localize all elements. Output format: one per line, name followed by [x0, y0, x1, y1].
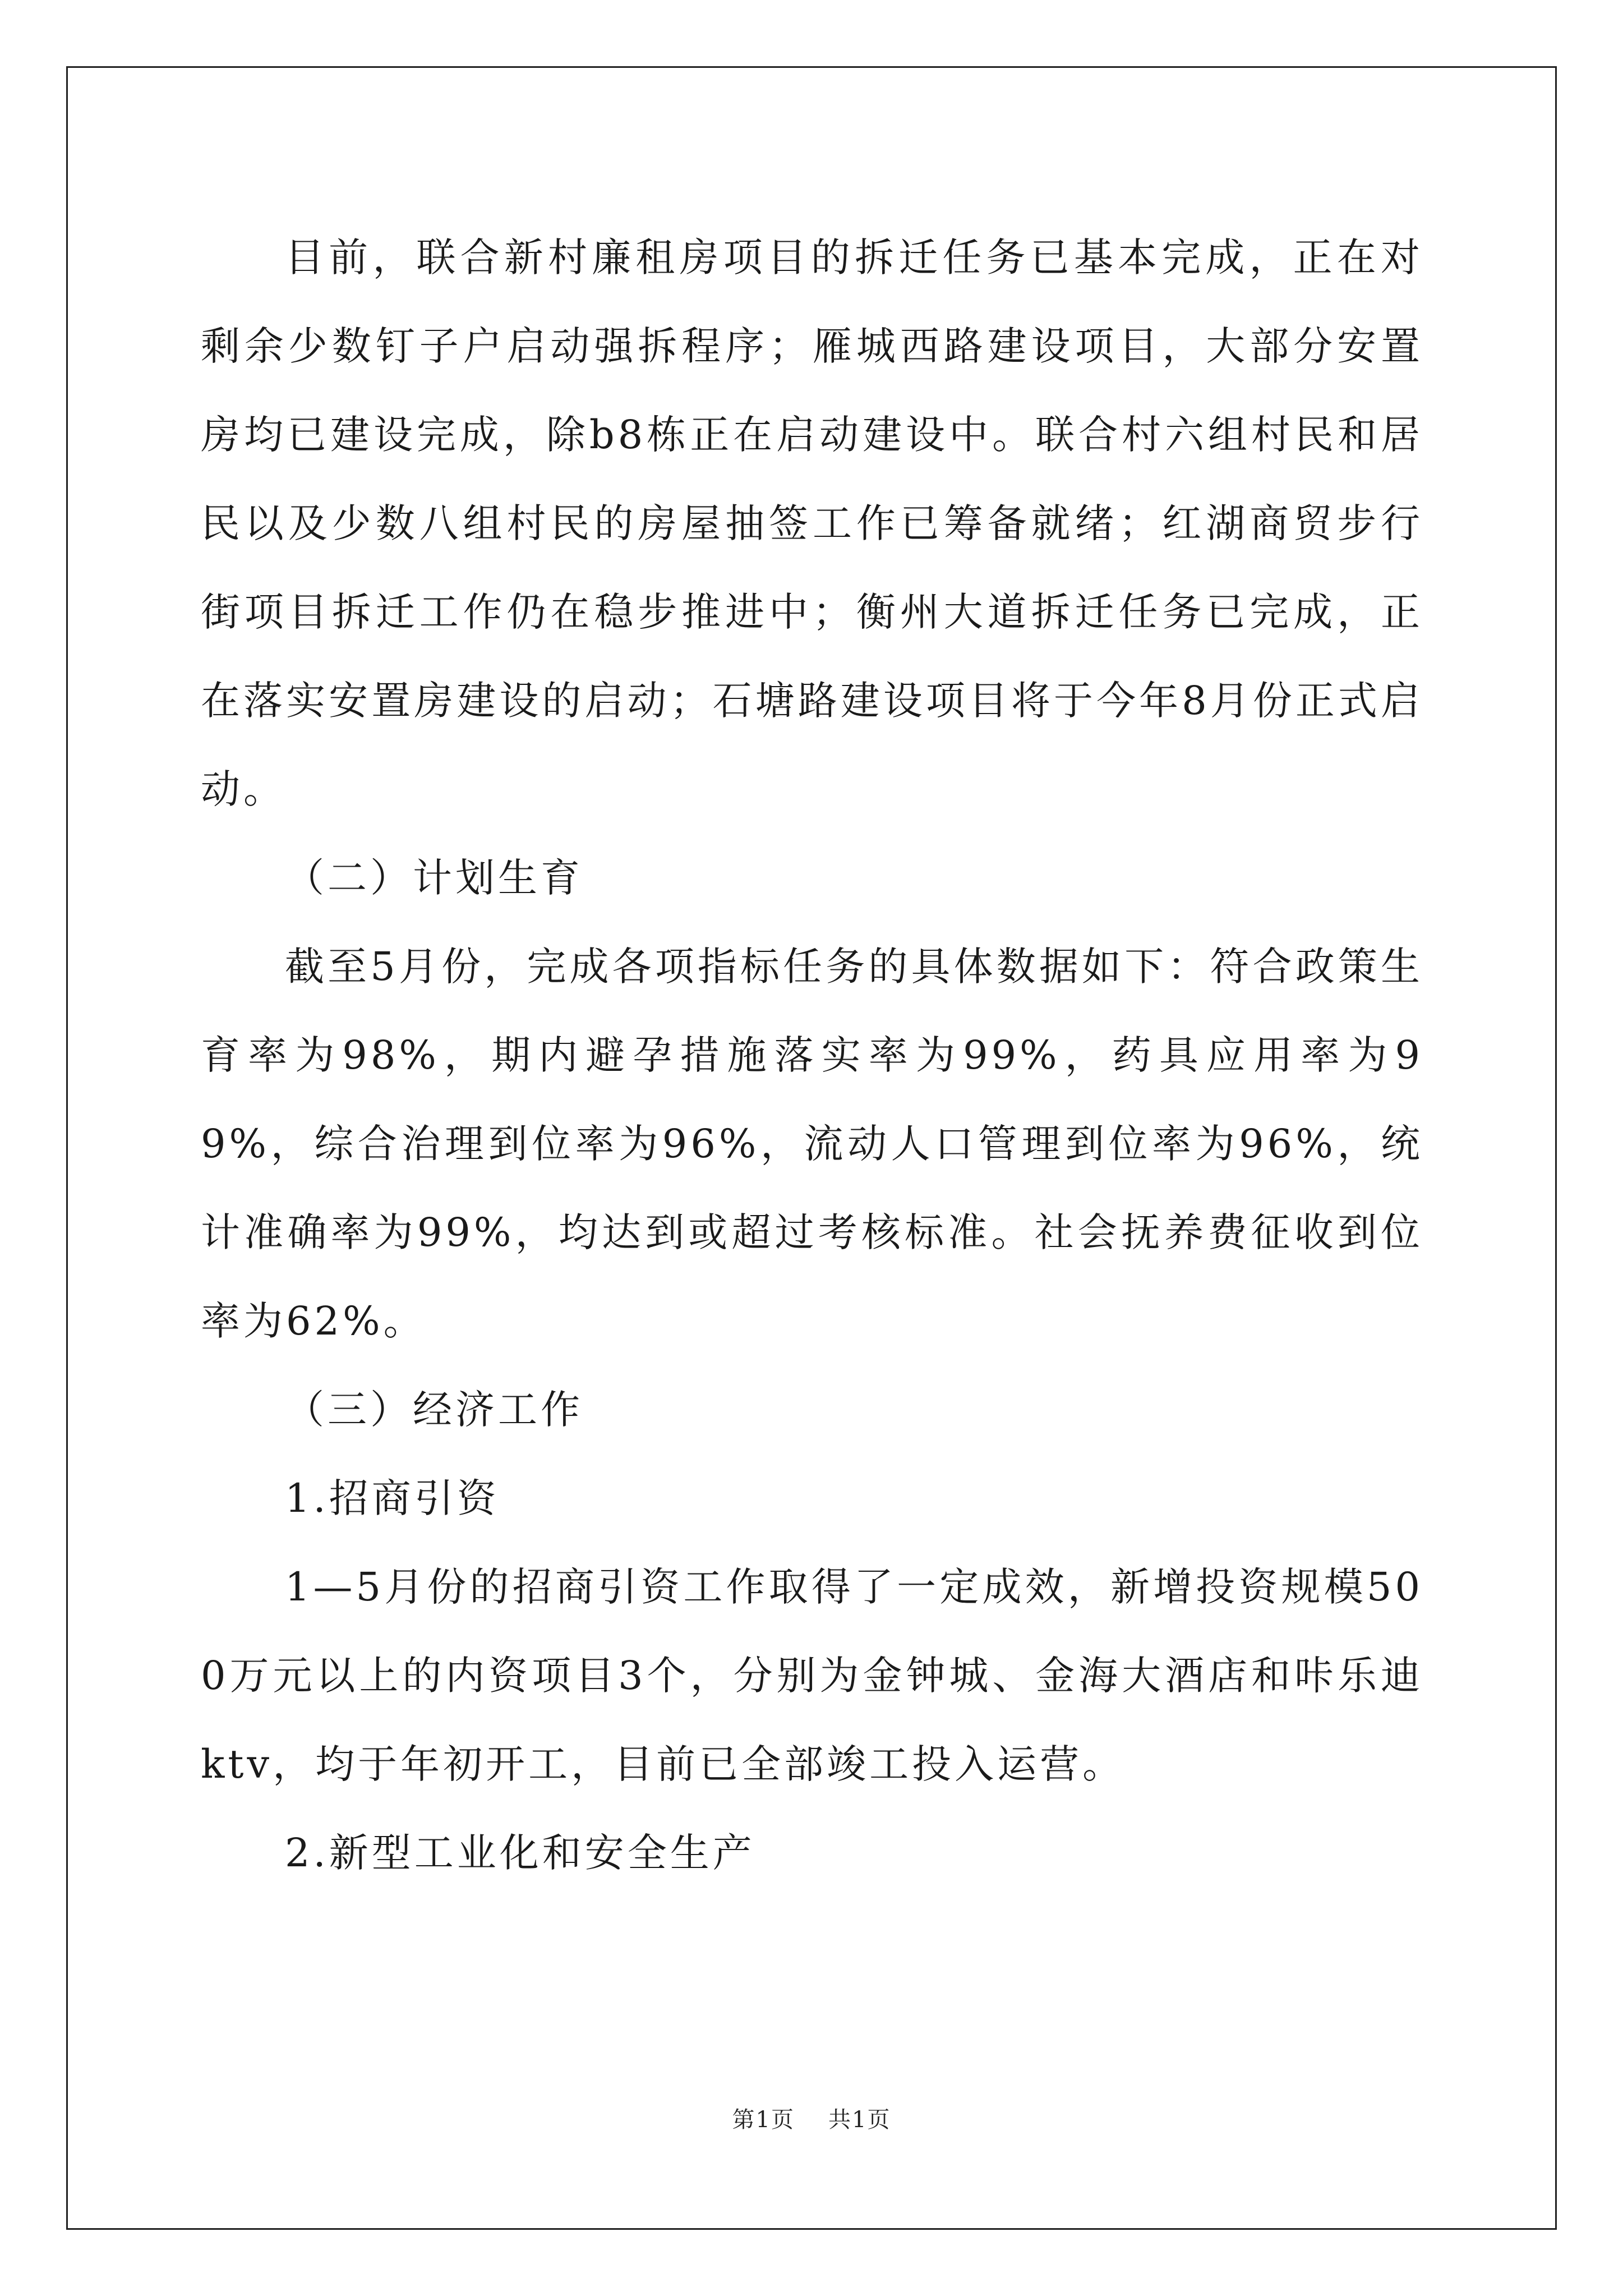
- page-number-current: 第1页: [732, 2107, 795, 2133]
- subheading-investment-attraction: 1.招商引资: [285, 1475, 500, 1521]
- paragraph-investment-results: 1—5月份的招商引资工作取得了一定成效，新增投资规模500万元以上的内资项目3个，分别为金钟城、金海大酒店和咔乐迪ktv，均于年初开工，目前已全部竣工投入运营。: [201, 1564, 1423, 1787]
- section-heading-economic-work: （三）经济工作: [285, 1387, 583, 1433]
- paragraph-demolition-progress: 目前，联合新村廉租房项目的拆迁任务已基本完成，正在对剩余少数钉子户启动强拆程序；雁城西路建设项目，大部分安置房均已建设完成，除b8栋正在启动建设中。联合村六组村民和居民以及少数八组村民的房屋抽签工作已筹备就绪；红湖商贸步行街项目拆迁工作仍在稳步推进中；衡州大道拆迁任务已完成，正在落实安置房建设的启动；石塘路建设项目将于今年8月份正式启动。: [201, 234, 1423, 812]
- document-body: [201, 213, 1423, 1897]
- section-heading-family-planning: （二）计划生育: [285, 855, 583, 901]
- subheading-industrialization-safety: 2.新型工业化和安全生产: [285, 1830, 755, 1876]
- page-number-total: 共1页: [828, 2107, 891, 2133]
- page-footer: [0, 2102, 1623, 2134]
- paragraph-family-planning-stats: 截至5月份，完成各项指标任务的具体数据如下：符合政策生育率为98%，期内避孕措施落实率为99%，药具应用率为99%，综合治理到位率为96%，流动人口管理到位率为96%，统计准确率为99%，均达到或超过考核标准。社会抚养费征收到位率为62%。: [201, 944, 1423, 1344]
